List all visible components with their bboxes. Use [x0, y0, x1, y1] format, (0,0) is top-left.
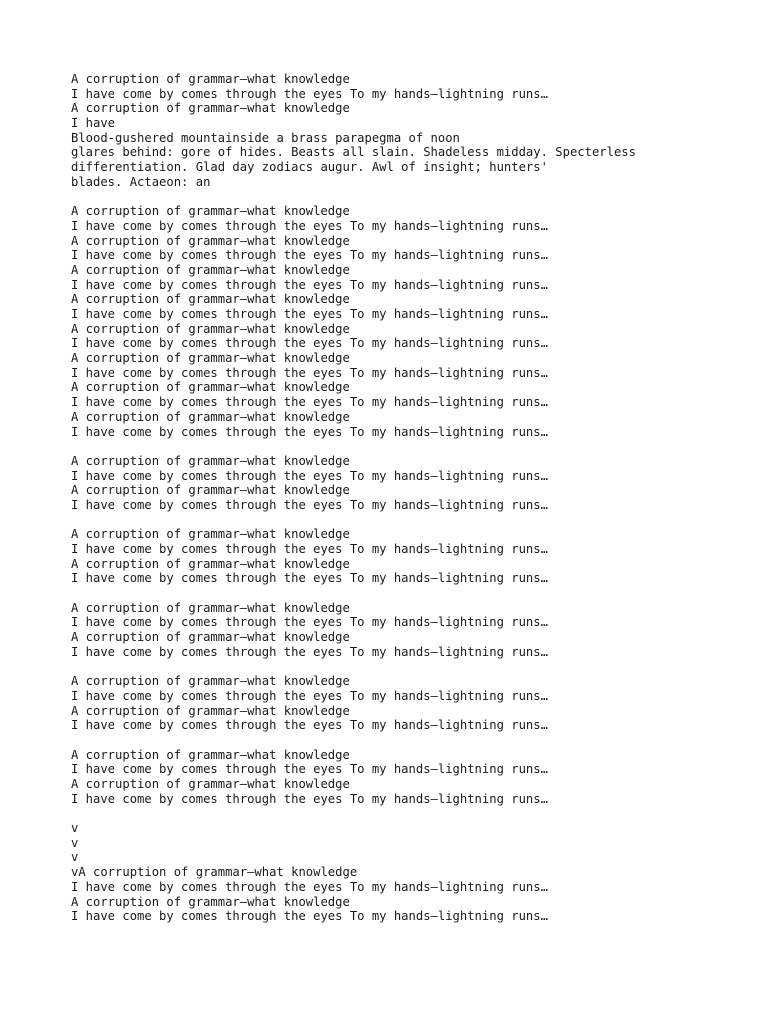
text-line: A corruption of grammar—what knowledge: [71, 556, 350, 571]
stanza-4: [71, 527, 751, 586]
text-line: I have come by comes through the eyes To my hands—lightning runs…: [71, 571, 548, 586]
text-line: A corruption of grammar—what knowledge: [71, 747, 350, 762]
text-line: I have come by comes through the eyes To my hands—lightning runs…: [71, 644, 548, 659]
stanza-8: [71, 821, 751, 924]
stanza-2: [71, 204, 751, 439]
stanza-break: [71, 586, 751, 601]
text-line: I have come by comes through the eyes To my hands—lightning runs…: [71, 879, 548, 894]
text-line: I have come by comes through the eyes To my hands—lightning runs…: [71, 307, 548, 321]
text-line: A corruption of grammar—what knowledge: [71, 204, 350, 219]
text-line: I have come by comes through the eyes To my hands—lightning runs…: [71, 277, 548, 292]
stanza-break: [71, 439, 751, 454]
stanza-break: [71, 806, 751, 821]
text-line: A corruption of grammar—what knowledge: [71, 703, 350, 718]
text-line: vA corruption of grammar—what knowledge: [71, 865, 358, 880]
text-line: A corruption of grammar—what knowledge: [71, 674, 350, 689]
text-line: glares behind: gore of hides. Beasts all slain. Shadeless midday. Specterless: [71, 145, 636, 160]
text-line: v: [71, 850, 79, 865]
text-line: A corruption of grammar—what knowledge: [71, 483, 350, 498]
text-line: I have come by comes through the eyes To my hands—lightning runs…: [71, 615, 548, 630]
text-line: I have come by comes through the eyes To my hands—lightning runs…: [71, 791, 548, 806]
text-line: I have come by comes through the eyes To my hands—lightning runs…: [71, 424, 548, 439]
text-line: A corruption of grammar—what knowledge: [71, 600, 350, 615]
stanza-break: [71, 513, 751, 528]
text-line: I have come by comes through the eyes To my hands—lightning runs…: [71, 718, 548, 733]
text-line: I have come by comes through the eyes To my hands—lightning runs…: [71, 909, 548, 924]
text-line: A corruption of grammar—what knowledge: [71, 233, 350, 248]
stanza-6: [71, 674, 751, 733]
text-line: I have come by comes through the eyes To my hands—lightning runs…: [71, 86, 548, 101]
text-line: I have come by comes through the eyes To my hands—lightning runs…: [71, 762, 548, 777]
stanza-7: [71, 748, 751, 807]
text-line: I have: [71, 116, 116, 131]
text-line: I have come by comes through the eyes To my hands—lightning runs…: [71, 468, 548, 483]
text-line: A corruption of grammar—what knowledge: [71, 527, 350, 542]
text-line: A corruption of grammar—what knowledge: [71, 321, 350, 336]
text-line: I have come by comes through the eyes To my hands—lightning runs…: [71, 248, 548, 263]
text-line: I have come by comes through the eyes To my hands—lightning runs…: [71, 365, 548, 380]
text-line: I have come by comes through the eyes To my hands—lightning runs…: [71, 218, 548, 233]
stanza-break: [71, 190, 751, 205]
text-line: A corruption of grammar—what knowledge: [71, 894, 350, 909]
text-line: v: [71, 821, 79, 836]
text-line: A corruption of grammar—what knowledge: [71, 262, 350, 277]
text-line: A corruption of grammar—what knowledge: [71, 380, 350, 395]
text-line: A corruption of grammar—what knowledge: [71, 409, 350, 424]
text-line: I have come by comes through the eyes To my hands—lightning runs…: [71, 336, 548, 351]
stanza-3: [71, 454, 751, 513]
text-line: differentiation. Glad day zodiacs augur. Awl of insight; hunters': [71, 160, 548, 175]
stanza-5: [71, 601, 751, 660]
text-line: A corruption of grammar—what knowledge: [71, 101, 350, 116]
text-line: A corruption of grammar—what knowledge: [71, 351, 350, 366]
text-line: A corruption of grammar—what knowledge: [71, 72, 350, 86]
text-line: A corruption of grammar—what knowledge: [71, 777, 350, 791]
text-line: I have come by comes through the eyes To my hands—lightning runs…: [71, 688, 548, 703]
text-line: A corruption of grammar—what knowledge: [71, 292, 350, 307]
text-line: I have come by comes through the eyes To my hands—lightning runs…: [71, 395, 548, 410]
text-line: I have come by comes through the eyes To my hands—lightning runs…: [71, 497, 548, 512]
text-line: blades. Actaeon: an: [71, 174, 211, 189]
stanza-1: [71, 72, 751, 190]
text-line: A corruption of grammar—what knowledge: [71, 453, 350, 468]
document-body: [71, 72, 751, 924]
text-line: v: [71, 835, 79, 850]
text-line: I have come by comes through the eyes To my hands—lightning runs…: [71, 542, 548, 556]
text-line: Blood-gushered mountainside a brass parapegma of noon: [71, 130, 460, 145]
stanza-break: [71, 660, 751, 675]
stanza-break: [71, 733, 751, 748]
text-line: A corruption of grammar—what knowledge: [71, 630, 350, 645]
